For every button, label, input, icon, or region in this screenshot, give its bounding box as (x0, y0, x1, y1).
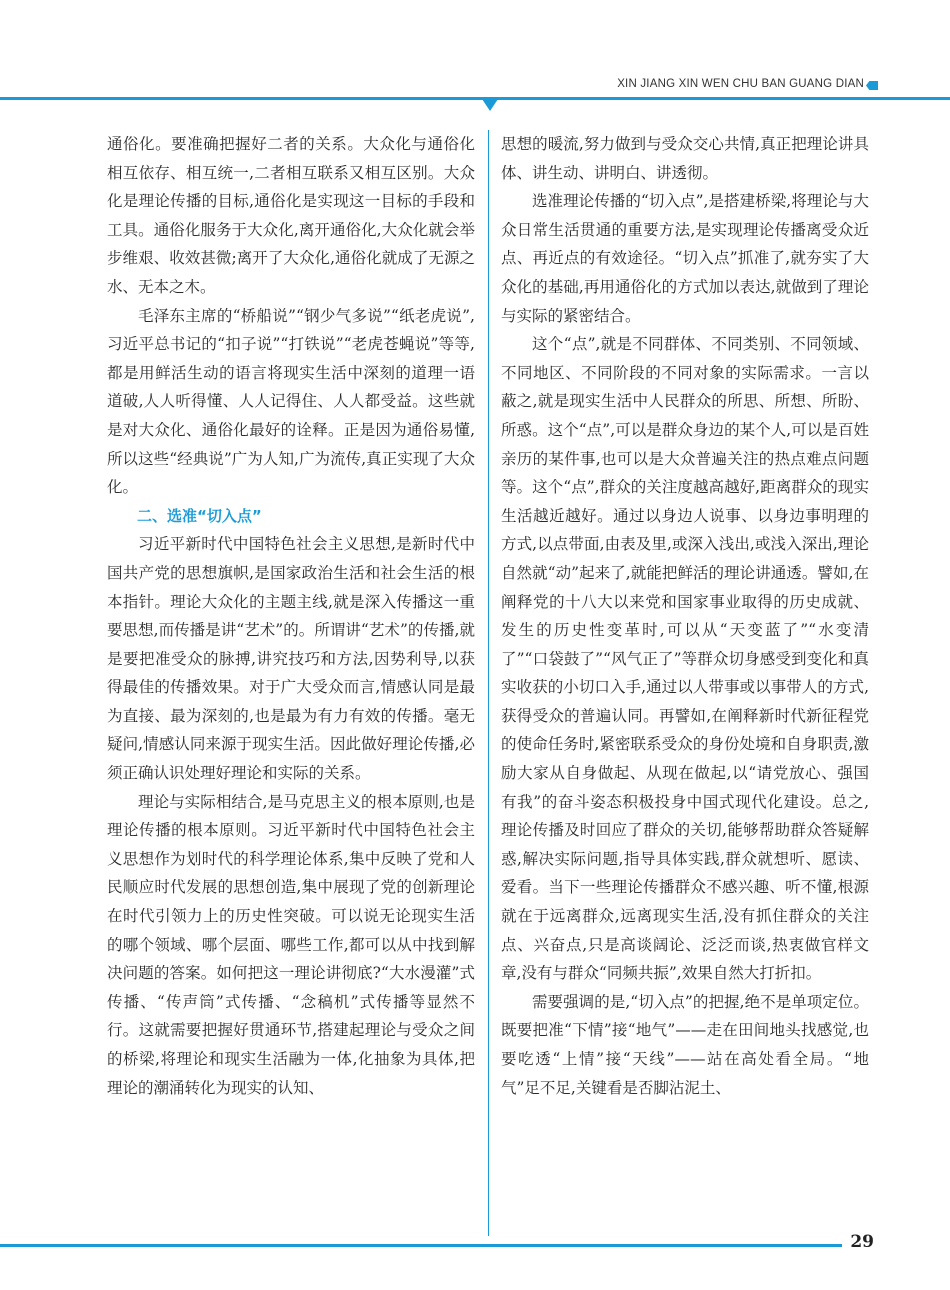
paragraph: 思想的暖流,努力做到与受众交心共情,真正把理论讲具体、讲生动、讲明白、讲透彻。 (501, 135, 869, 182)
header-pointer-triangle (482, 99, 498, 111)
publication-title: XIN JIANG XIN WEN CHU BAN GUANG DIAN (617, 78, 864, 90)
left-column (107, 130, 475, 1102)
paragraph: 需要强调的是,“切入点”的把握,绝不是单项定位。既要把准“下情”接“地气”——走在田间地头找感觉,也要吃透“上情”接“天线”——站在高处看全局。“地气”足不足,关键看是否脚沾泥土、 (501, 992, 869, 1097)
paragraph: 通俗化。要准确把握好二者的关系。大众化与通俗化相互依存、相互统一,二者相互联系又相互区别。大众化是理论传播的目标,通俗化是实现这一目标的手段和工具。通俗化服务于大众化,离开通俗化,大众化就会举步维艰、收效甚微;离开了大众化,通俗化就成了无源之水、无本之木。 (107, 135, 475, 296)
section-heading: 二、选准“切入点” (137, 506, 262, 525)
paragraph: 毛泽东主席的“桥船说”“钢少气多说”“纸老虎说”,习近平总书记的“扣子说”“打铁说”“老虎苍蝇说”等等,都是用鲜活生动的语言将现实生活中深刻的道理一语道破,人人听得懂、人人记得住、人人都受益。这些就是对大众化、通俗化最好的诠释。正是因为通俗易懂,所以这些“经典说”广为人知,广为流传,真正实现了大众化。 (107, 306, 475, 497)
paragraph: 这个“点”,就是不同群体、不同类别、不同领域、不同地区、不同阶段的不同对象的实际需求。一言以蔽之,就是现实生活中人民群众的所思、所想、所盼、所惑。这个“点”,可以是群众身边的某个人,可以是百姓亲历的某件事,也可以是大众普遍关注的热点难点问题等。这个“点”,群众的关注度越高越好,距离群众的现实生活越近越好。通过以身边人说事、以身边事明理的方式,以点带面,由表及里,或深入浅出,或浅入深出,理论自然就“动”起来了,就能把鲜活的理论讲通透。譬如,在阐释党的十八大以来党和国家事业取得的历史成就、发生的历史性变革时,可以从“天变蓝了”“水变清了”“口袋鼓了”“风气正了”等群众切身感受到变化和真实收获的小切口入手,通过以人带事或以事带人的方式,获得受众的普遍认同。再譬如,在阐释新时代新征程党的使命任务时,紧密联系受众的身份处境和自身职责,激励大家从自身做起、从现在做起,以“请党放心、强国有我”的奋斗姿态积极投身中国式现代化建设。总之,理论传播及时回应了群众的关切,能够帮助群众答疑解惑,解决实际问题,指导具体实践,群众就想听、愿读、爱看。当下一些理论传播群众不感兴趣、听不懂,根源就在于远离群众,远离现实生活,没有抓住群众的关注点、兴奋点,只是高谈阔论、泛泛而谈,热衷做官样文章,没有与群众“同频共振”,效果自然大打折扣。 (501, 335, 869, 983)
footer-rule (0, 1244, 842, 1247)
paragraph: 选准理论传播的“切入点”,是搭建桥梁,将理论与大众日常生活贯通的重要方法,是实现理论传播离受众近点、再近点的有效途径。“切入点”抓准了,就夯实了大众化的基础,再用通俗化的方式加以表达,就做到了理论与实际的紧密结合。 (501, 192, 869, 325)
paragraph: 理论与实际相结合,是马克思主义的根本原则,也是理论传播的根本原则。习近平新时代中国特色社会主义思想作为划时代的科学理论体系,集中反映了党和人民顺应时代发展的思想创造,集中展现了党的创新理论在时代引领力上的历史性突破。可以说无论现实生活的哪个领域、哪个层面、哪些工作,都可以从中找到解决问题的答案。如何把这一理论讲彻底?“大水漫灌”式传播、“传声筒”式传播、“念稿机”式传播等显然不行。这就需要把握好贯通环节,搭建起理论与受众之间的桥梁,将理论和现实生活融为一体,化抽象为具体,把理论的潮涌转化为现实的认知、 (107, 792, 475, 1097)
header-tab-marker (866, 81, 878, 90)
header-rule (0, 97, 950, 100)
paragraph: 习近平新时代中国特色社会主义思想,是新时代中国共产党的思想旗帜,是国家政治生活和社会生活的根本指针。理论大众化的主题主线,就是深入传播这一重要思想,而传播是讲“艺术”的。所谓讲“艺术”的传播,就是要把准受众的脉搏,讲究技巧和方法,因势利导,以获得最佳的传播效果。对于广大受众而言,情感认同是最为直接、最为深刻的,也是最为有力有效的传播。毫无疑问,情感认同来源于现实生活。因此做好理论传播,必须正确认识处理好理论和实际的关系。 (107, 535, 475, 783)
right-column (501, 130, 869, 1102)
column-divider (488, 130, 489, 1236)
page-number: 29 (850, 1232, 874, 1252)
